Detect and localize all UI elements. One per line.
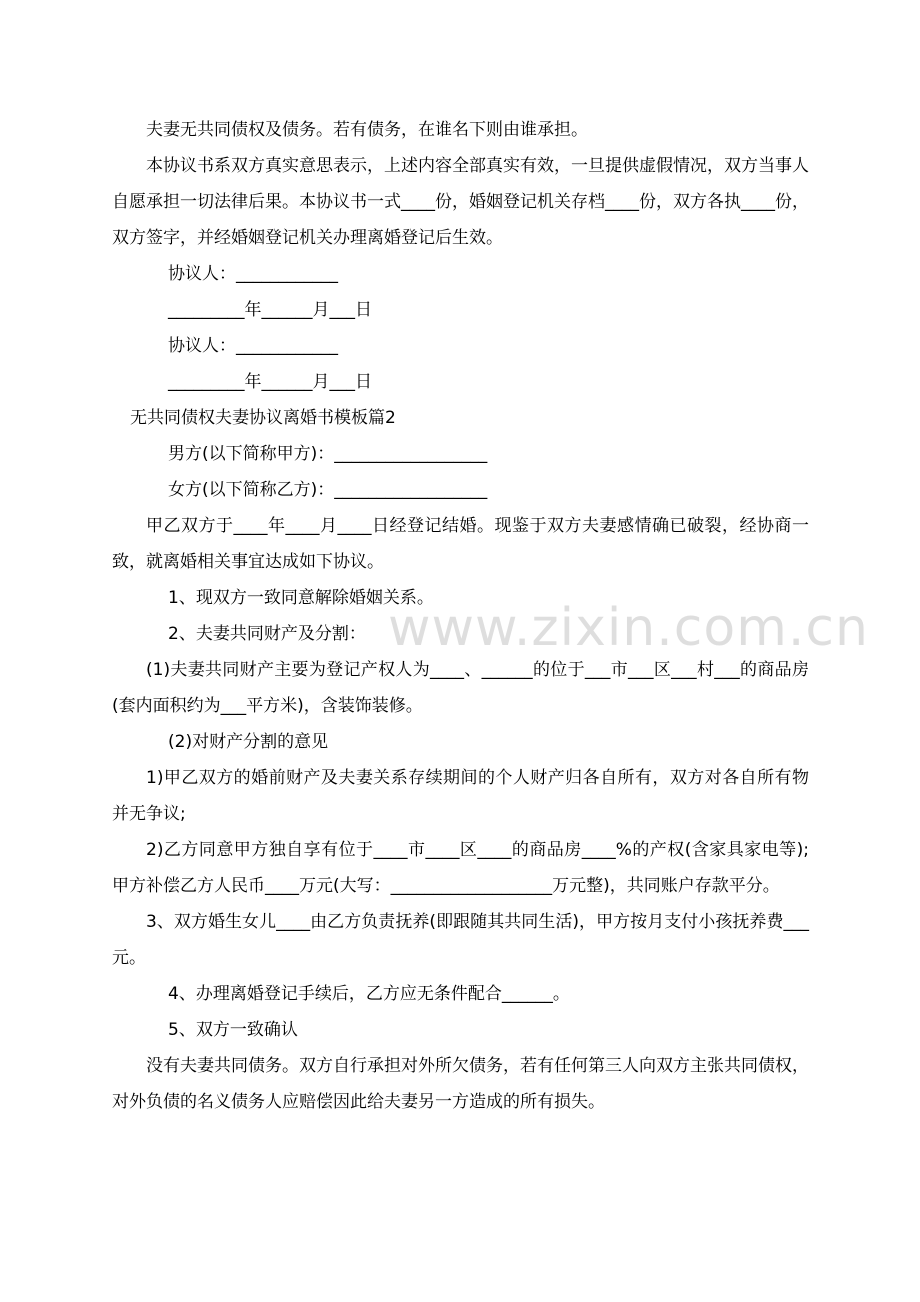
clause-4: 4、办理离婚登记手续后，乙方应无条件配合______。: [168, 984, 570, 1004]
clause-2-2-2: 2)乙方同意甲方独自享有位于____市____区____的商品房____%的产权(含家具家电等);甲方补偿乙方人民币____万元(大写：___________________万元整)，共同账户存款平分。: [112, 840, 809, 896]
section-title: 无共同债权夫妻协议离婚书模板篇2: [130, 408, 396, 428]
paragraph-declaration: 本协议书系双方真实意思表示，上述内容全部真实有效，一旦提供虚假情况，双方当事人自愿承担一切法律后果。本协议书一式____份，婚姻登记机关存档____份，双方各执____份，双方签字，并经婚姻登记机关办理离婚登记后生效。: [112, 156, 809, 248]
date-line-2: _________年______月___日: [168, 372, 372, 392]
date-line-1: _________年______月___日: [168, 300, 372, 320]
signatory-line-1: 协议人：____________: [168, 264, 338, 284]
clause-2-1: (1)夫妻共同财产主要为登记产权人为____、______的位于___市___区___村___的商品房(套内面积约为___平方米)，含装饰装修。: [112, 660, 809, 716]
clause-3: 3、双方婚生女儿____由乙方负责抚养(即跟随其共同生活)，甲方按月支付小孩抚养费___元。: [112, 912, 809, 968]
clause-2-2: (2)对财产分割的意见: [168, 732, 329, 752]
paragraph-no-debt: 没有夫妻共同债务。双方自行承担对外所欠债务，若有任何第三人向双方主张共同债权，对外负债的名义债务人应赔偿因此给夫妻另一方造成的所有损失。: [112, 1056, 809, 1112]
paragraph-marriage: 甲乙双方于____年____月____日经登记结婚。现鉴于双方夫妻感情确已破裂，经协商一致，就离婚相关事宜达成如下协议。: [112, 516, 809, 572]
paragraph-debt: 夫妻无共同债权及债务。若有债务，在谁名下则由谁承担。: [146, 120, 588, 140]
watermark: www.zixin.com.cn: [388, 598, 869, 658]
clause-2-2-1: 1)甲乙双方的婚前财产及夫妻关系存续期间的个人财产归各自所有，双方对各自所有物并无争议;: [112, 768, 809, 824]
signatory-line-2: 协议人：____________: [168, 336, 338, 356]
clause-1: 1、现双方一致同意解除婚姻关系。: [168, 588, 434, 608]
female-party-line: 女方(以下简称乙方)：__________________: [168, 480, 488, 500]
clause-2: 2、夫妻共同财产及分割：: [168, 624, 366, 644]
male-party-line: 男方(以下简称甲方)：__________________: [168, 444, 488, 464]
clause-5: 5、双方一致确认: [168, 1020, 298, 1040]
